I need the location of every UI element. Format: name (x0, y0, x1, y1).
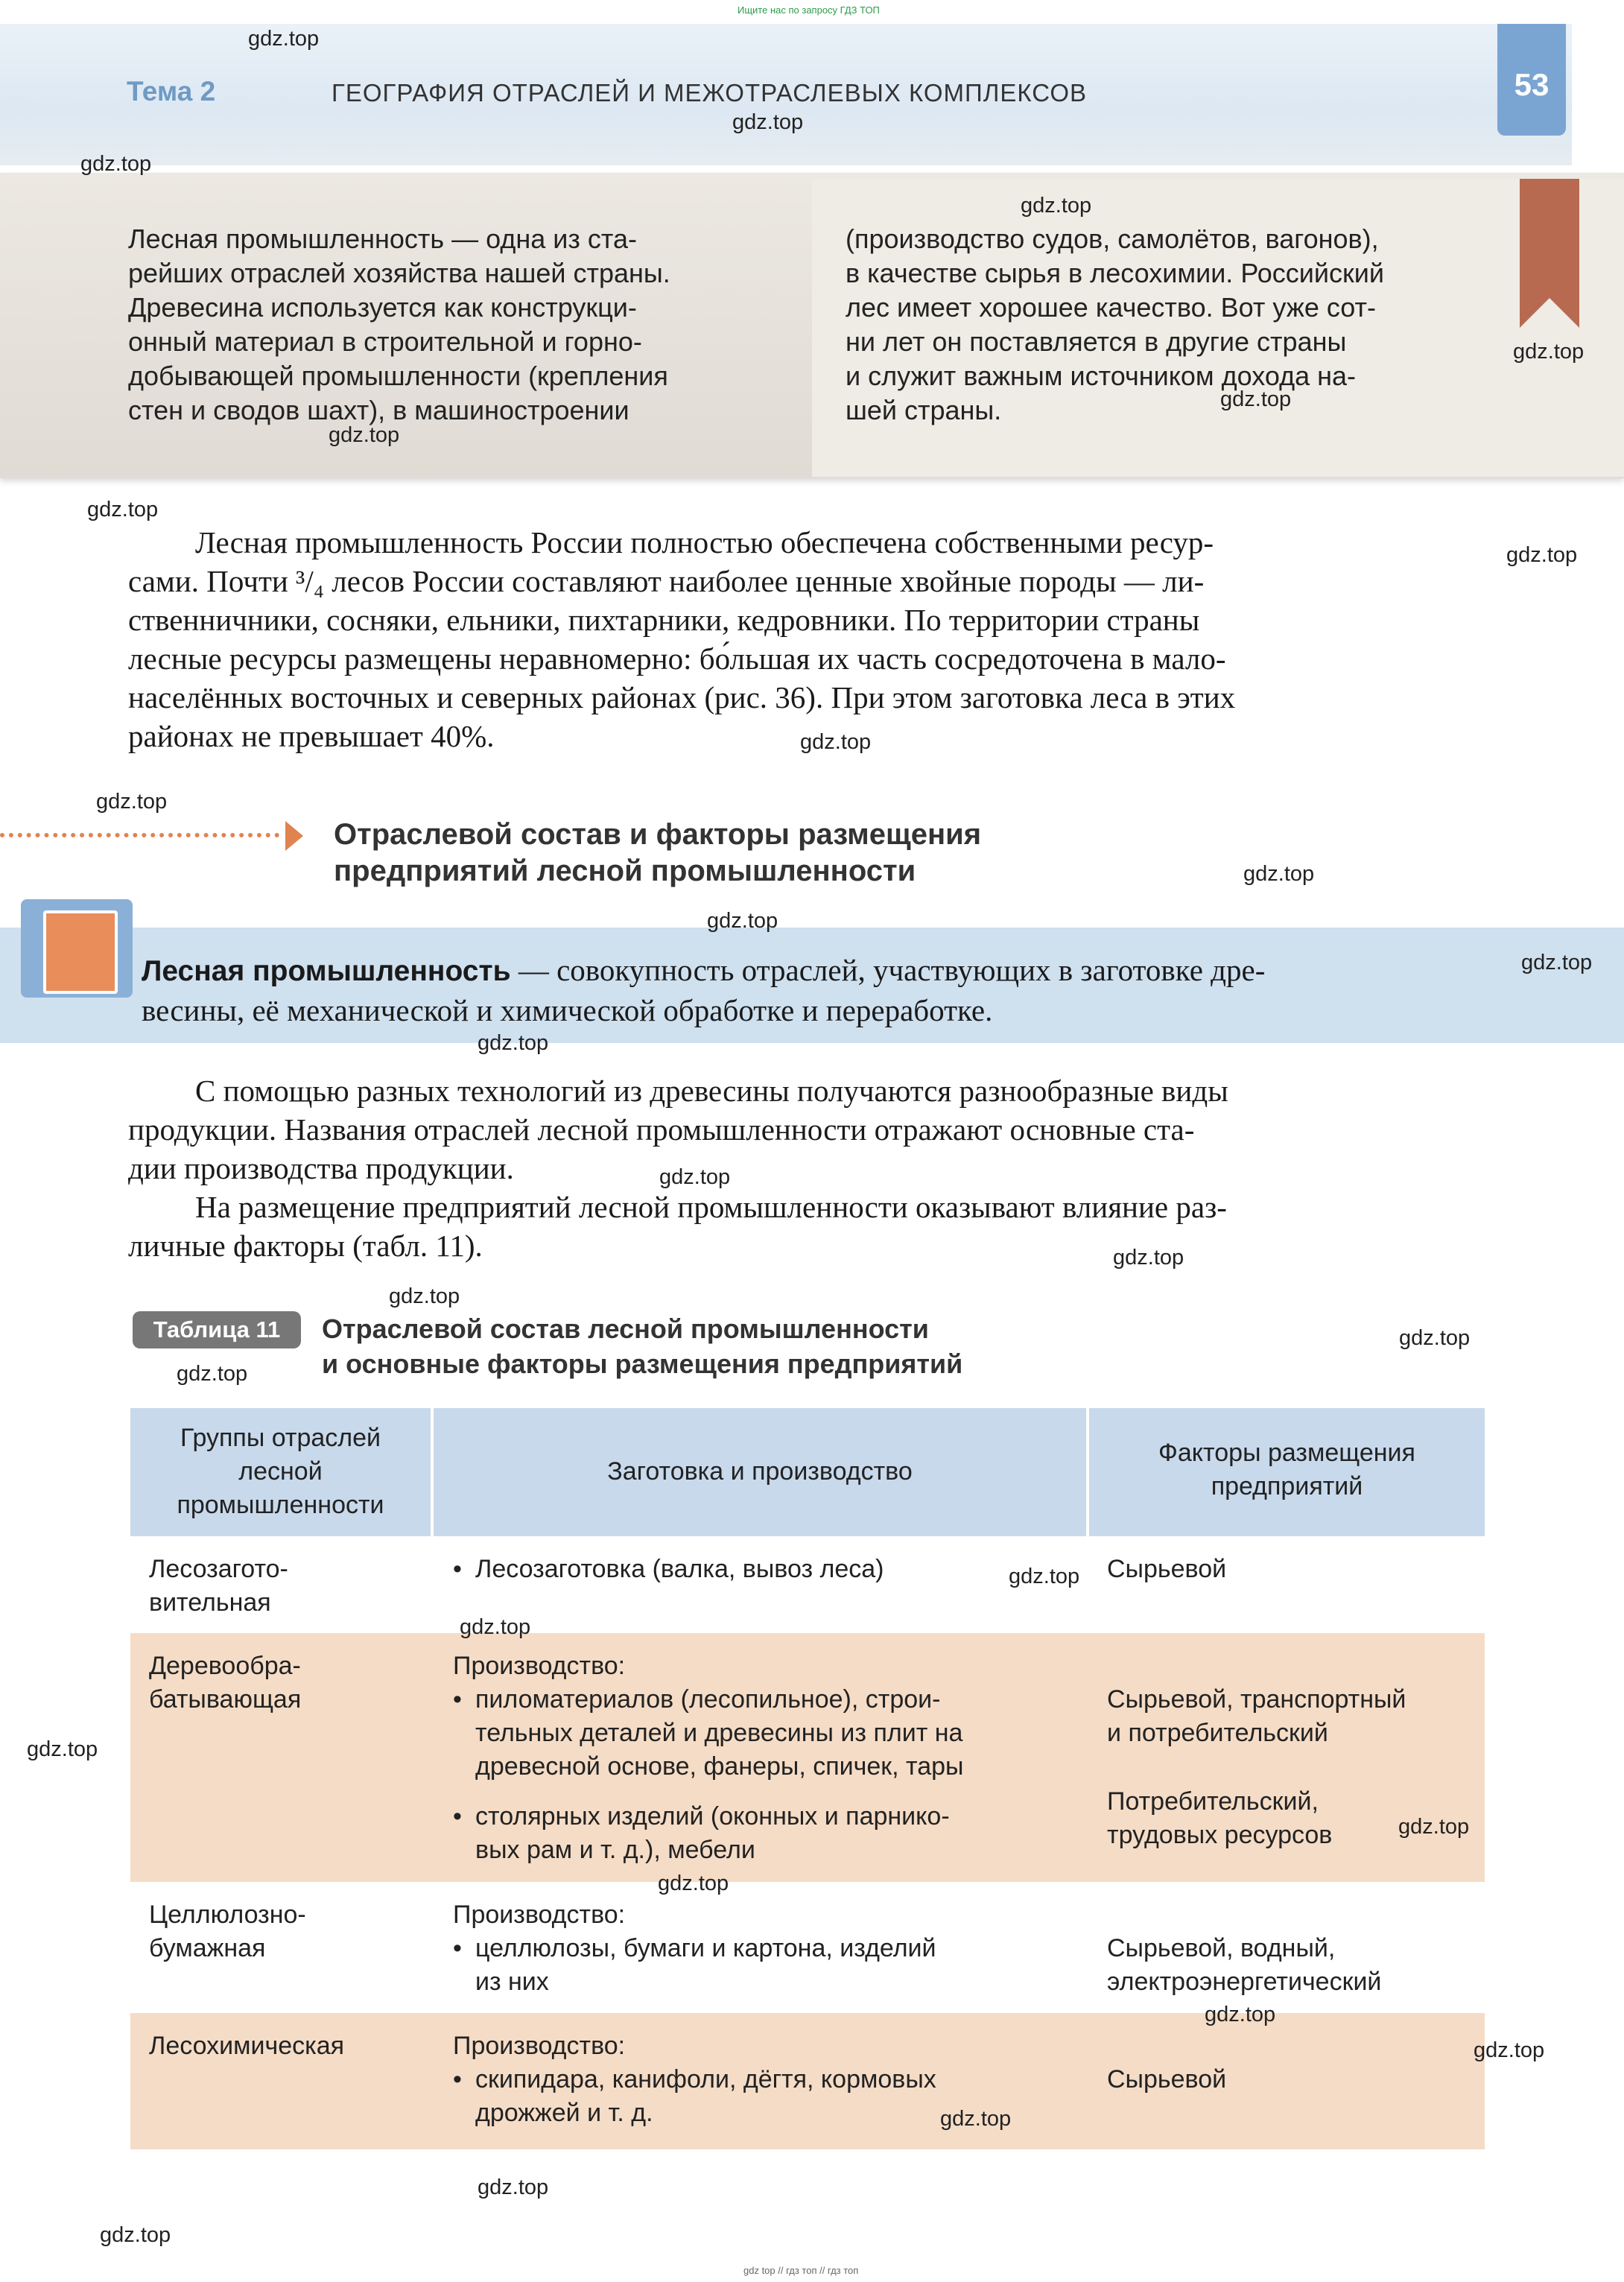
page-number: 53 (1514, 67, 1550, 102)
row-production (453, 1553, 1079, 1586)
section-title (334, 817, 981, 890)
section-arrow-icon (285, 821, 303, 851)
factor-line: Сырьевой (1107, 2065, 1227, 2094)
header-line: лесной (238, 1457, 323, 1486)
section-dotted-line (0, 833, 279, 837)
factor-line: Потребительский, (1107, 1787, 1319, 1816)
header-line: предприятий (1211, 1472, 1363, 1500)
para-line: районах не превышает 40%. (128, 719, 495, 753)
watermark: gdz.top (478, 2175, 549, 2199)
watermark: gdz.top (1398, 1815, 1470, 1839)
watermark: gdz.top (1513, 340, 1585, 364)
group-line: Лесозагото- (149, 1555, 288, 1583)
definition-rest: — совокупность отраслей, участвующих в заготовке дре- (510, 953, 1266, 987)
para-line: На размещение предприятий лесной промышленности оказывают влияние раз- (195, 1190, 1227, 1224)
watermark: gdz.top (96, 790, 168, 814)
section-title-line: Отраслевой состав и факторы размещения (334, 818, 982, 851)
paragraph-technologies (128, 1071, 1491, 1265)
production-item: • столярных изделий (оконных и парнико- вых рам и т. д.), мебели (453, 1800, 1079, 1867)
intro-line: Древесина используется как конструкци- (128, 292, 637, 323)
intro-line: рейших отраслей хозяйства нашей страны. (128, 258, 670, 288)
factor-line: электроэнергетический (1107, 1968, 1382, 1996)
definition-line: весины, её механической и химической обработке и переработке. (142, 993, 993, 1027)
factor-line: Сырьевой, транспортный (1107, 1685, 1406, 1714)
intro-left-column (128, 222, 784, 428)
intro-line: ни лет он поставляется в другие страны (846, 326, 1347, 357)
watermark: gdz.top (800, 730, 872, 754)
watermark: gdz.top (1506, 543, 1578, 567)
intro-line: лес имеет хорошее качество. Вот уже сот- (846, 292, 1376, 323)
production-item: • целлюлозы, бумаги и картона, изделий из них (453, 1932, 1079, 1999)
watermark: gdz.top (248, 27, 320, 51)
watermark: gdz.top (177, 1362, 248, 1386)
production-item: • Лесозаготовка (валка, вывоз леса) (453, 1553, 1079, 1586)
para-line: личные факторы (табл. 11). (128, 1229, 483, 1263)
row-factors (1107, 1932, 1479, 1999)
watermark: gdz.top (478, 1031, 549, 1055)
para-line: ственничники, сосняки, ельники, пихтарники, кедровники. По территории страны (128, 603, 1200, 637)
topic-label: Тема 2 (127, 76, 216, 107)
production-prefix: Производство: (453, 1652, 626, 1680)
table-title-line: и основные факторы размещения предприятий (322, 1348, 963, 1379)
watermark: gdz.top (1521, 951, 1593, 974)
row-group (149, 1898, 425, 1965)
watermark: gdz.top (1113, 1246, 1184, 1270)
row-production (453, 1898, 1079, 1999)
watermark: gdz.top (1205, 2003, 1276, 2026)
table-title (322, 1311, 962, 1381)
factor-line: и потребительский (1107, 1719, 1328, 1747)
watermark: gdz.top (1009, 1565, 1080, 1588)
watermark: gdz.top (732, 110, 804, 134)
definition-term: Лесная промышленность (142, 955, 511, 987)
watermark: gdz.top (658, 1871, 729, 1895)
intro-line: и служит важным источником дохода на- (846, 361, 1357, 391)
production-prefix: Производство: (453, 1901, 626, 1929)
watermark: gdz.top (1474, 2038, 1545, 2062)
watermark: gdz.top (87, 498, 159, 522)
table-title-line: Отраслевой состав лесной промышленности (322, 1313, 929, 1344)
table-badge: Таблица 11 (133, 1311, 301, 1348)
intro-line: (производство судов, самолётов, вагонов), (846, 224, 1379, 254)
paragraph-forest-resources (128, 523, 1491, 755)
para-line: С помощью разных технологий из древесины получаются разнообразные виды (195, 1074, 1228, 1108)
top-note: Ищите нас по запросу ГДЗ ТОП (738, 4, 880, 16)
watermark: gdz.top (80, 152, 152, 176)
factor-line: Сырьевой, водный, (1107, 1934, 1336, 1962)
intro-line: стен и сводов шахт), в машиностроении (128, 395, 629, 425)
watermark: gdz.top (100, 2223, 171, 2247)
section-title-line: предприятий лесной промышленности (334, 855, 916, 887)
watermark: gdz.top (1220, 387, 1292, 411)
header-line: Факторы размещения (1158, 1439, 1415, 1467)
group-line: Целлюлозно- (149, 1901, 306, 1929)
production-prefix: Производство: (453, 2032, 626, 2060)
para-line: дии производства продукции. (128, 1151, 514, 1185)
row-group (149, 1553, 425, 1620)
para-line: лесные ресурсы размещены неравномерно: бо́льшая их часть сосредоточена в мало- (128, 641, 1226, 676)
row-group (149, 2029, 425, 2063)
watermark: gdz.top (1021, 194, 1092, 218)
row-production (453, 1649, 1079, 1867)
intro-line: онный материал в строительной и горно- (128, 326, 642, 357)
footer-note: gdz top // гдз топ // гдз топ (743, 2265, 859, 2276)
watermark: gdz.top (329, 423, 400, 447)
watermark: gdz.top (707, 909, 778, 933)
watermark: gdz.top (659, 1165, 731, 1189)
intro-right-column (846, 222, 1501, 428)
header-col-production: Заготовка и производство (607, 1457, 913, 1486)
row-group (149, 1649, 425, 1717)
para-line: продукции. Названия отраслей лесной промышленности отражают основные ста- (128, 1112, 1195, 1147)
header-col-groups (130, 1422, 431, 1522)
row-factors (1107, 1553, 1479, 1586)
group-line: Лесохимическая (149, 2032, 345, 2060)
watermark: gdz.top (1399, 1326, 1471, 1350)
group-line: батывающая (149, 1685, 302, 1714)
header-col-factors (1089, 1436, 1485, 1503)
para-line: Лесная промышленность России полностью обеспечена собственными ресур- (195, 525, 1214, 560)
chapter-title: ГЕОГРАФИЯ ОТРАСЛЕЙ И МЕЖОТРАСЛЕВЫХ КОМПЛЕКСОВ (332, 79, 1088, 107)
factor-line: трудовых ресурсов (1107, 1821, 1333, 1849)
para-line: населённых восточных и северных районах (рис. 36). При этом заготовка леса в этих (128, 680, 1236, 714)
intro-line: шей страны. (846, 395, 1002, 425)
group-line: бумажная (149, 1934, 266, 1962)
group-line: вительная (149, 1588, 271, 1617)
watermark: gdz.top (460, 1615, 531, 1639)
bookmark-notch (1520, 298, 1579, 328)
watermark: gdz.top (1243, 862, 1315, 886)
row-factors (1107, 2063, 1479, 2096)
definition-text (142, 951, 1497, 1030)
intro-line: Лесная промышленность — одна из ста- (128, 224, 637, 254)
book-cover-icon (43, 910, 118, 994)
watermark: gdz.top (27, 1737, 98, 1761)
para-line: сами. Почти ³/₄ лесов России составляют наиболее ценные хвойные породы — ли- (128, 564, 1205, 598)
watermark: gdz.top (940, 2107, 1012, 2131)
production-item: • пиломатериалов (лесопильное), строи- тельных деталей и древесины из плит на древесной основе, фанеры, спичек, тары (453, 1683, 1079, 1784)
header-line: Группы отраслей (180, 1424, 381, 1452)
production-item: • скипидара, канифоли, дёгтя, кормовых дрожжей и т. д. (453, 2063, 1079, 2130)
header-line: промышленности (177, 1491, 384, 1519)
intro-line: добывающей промышленности (крепления (128, 361, 668, 391)
watermark: gdz.top (389, 1284, 460, 1308)
group-line: Деревообра- (149, 1652, 301, 1680)
factor-line: Сырьевой (1107, 1555, 1227, 1583)
intro-line: в качестве сырья в лесохимии. Российский (846, 258, 1384, 288)
